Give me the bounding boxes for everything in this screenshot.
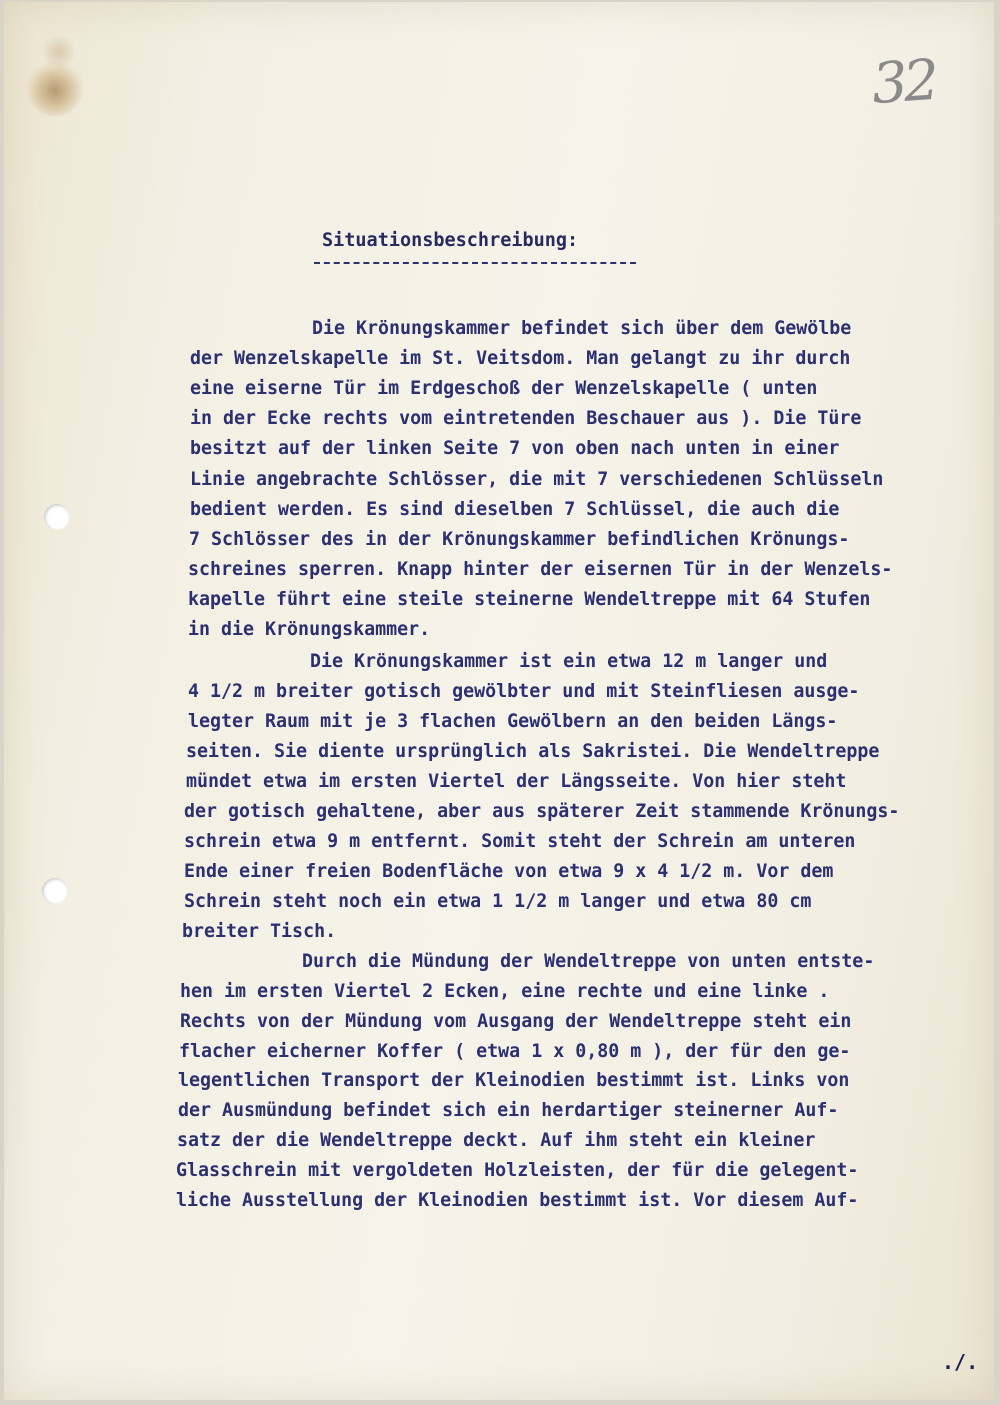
text-line: kapelle führt eine steile steinerne Wendeltreppe mit 64 Stufen	[188, 589, 871, 610]
text-line: der gotisch gehaltene, aber aus späterer Zeit stammende Krönungs-	[184, 801, 900, 822]
text-line: Die Krönungskammer ist ein etwa 12 m langer und	[310, 651, 828, 672]
text-line: flacher eicherner Koffer ( etwa 1 x 0,80 m ), der für den ge-	[179, 1041, 851, 1062]
text-line: legentlichen Transport der Kleinodien bestimmt ist. Links von	[178, 1070, 850, 1091]
text-line: breiter Tisch.	[182, 921, 337, 942]
text-line: satz der die Wendeltreppe deckt. Auf ihm steht ein kleiner	[177, 1130, 816, 1151]
text-line: der Wenzelskapelle im St. Veitsdom. Man gelangt zu ihr durch	[190, 348, 851, 369]
continuation-mark: ./.	[942, 1350, 979, 1374]
punch-hole-upper	[44, 504, 70, 530]
text-line: 7 Schlösser des in der Krönungskammer befindlichen Krönungs-	[189, 529, 850, 550]
text-line: in die Krönungskammer.	[188, 619, 431, 640]
punch-hole-lower	[42, 878, 68, 904]
handwritten-page-number: 32	[869, 47, 938, 118]
text-line: besitzt auf der linken Seite 7 von oben nach unten in einer	[190, 438, 840, 459]
text-line: in der Ecke rechts vom eintretenden Beschauer aus ). Die Türe	[190, 408, 862, 429]
text-line: mündet etwa im ersten Viertel der Längsseite. Von hier steht	[186, 771, 847, 792]
document-page	[4, 2, 994, 1400]
rust-stain-faint	[44, 32, 74, 72]
text-line: Rechts von der Mündung vom Ausgang der Wendeltreppe steht ein	[180, 1011, 852, 1032]
text-line: eine eiserne Tür im Erdgeschoß der Wenzelskapelle ( unten	[190, 378, 818, 399]
text-line: 4 1/2 m breiter gotisch gewölbter und mit Steinfliesen ausge-	[188, 681, 860, 702]
heading-underline	[314, 262, 636, 264]
text-line: Die Krönungskammer befindet sich über dem Gewölbe	[312, 318, 852, 339]
text-line: schreines sperren. Knapp hinter der eisernen Tür in der Wenzels-	[188, 559, 893, 580]
text-line: seiten. Sie diente ursprünglich als Sakristei. Die Wendeltreppe	[186, 741, 880, 762]
text-line: liche Ausstellung der Kleinodien bestimmt ist. Vor diesem Auf-	[176, 1190, 859, 1211]
text-line: der Ausmündung befindet sich ein herdartiger steinerner Auf-	[178, 1100, 839, 1121]
text-line: Linie angebrachte Schlösser, die mit 7 verschiedenen Schlüsseln	[190, 469, 884, 490]
section-heading: Situationsbeschreibung:	[322, 230, 579, 251]
text-line: bedient werden. Es sind dieselben 7 Schlüssel, die auch die	[190, 499, 840, 520]
text-line: Durch die Mündung der Wendeltreppe von unten entste-	[302, 951, 875, 972]
text-line: Glasschrein mit vergoldeten Holzleisten, der für die gelegent-	[176, 1160, 859, 1181]
text-line: hen im ersten Viertel 2 Ecken, eine rechte und eine linke .	[180, 981, 830, 1002]
text-line: Schrein steht noch ein etwa 1 1/2 m langer und etwa 80 cm	[184, 891, 812, 912]
text-line: legter Raum mit je 3 flachen Gewölbern an den beiden Längs-	[188, 711, 838, 732]
text-line: Ende einer freien Bodenfläche von etwa 9 x 4 1/2 m. Vor dem	[184, 861, 834, 882]
text-line: schrein etwa 9 m entfernt. Somit steht der Schrein am unteren	[184, 831, 856, 852]
